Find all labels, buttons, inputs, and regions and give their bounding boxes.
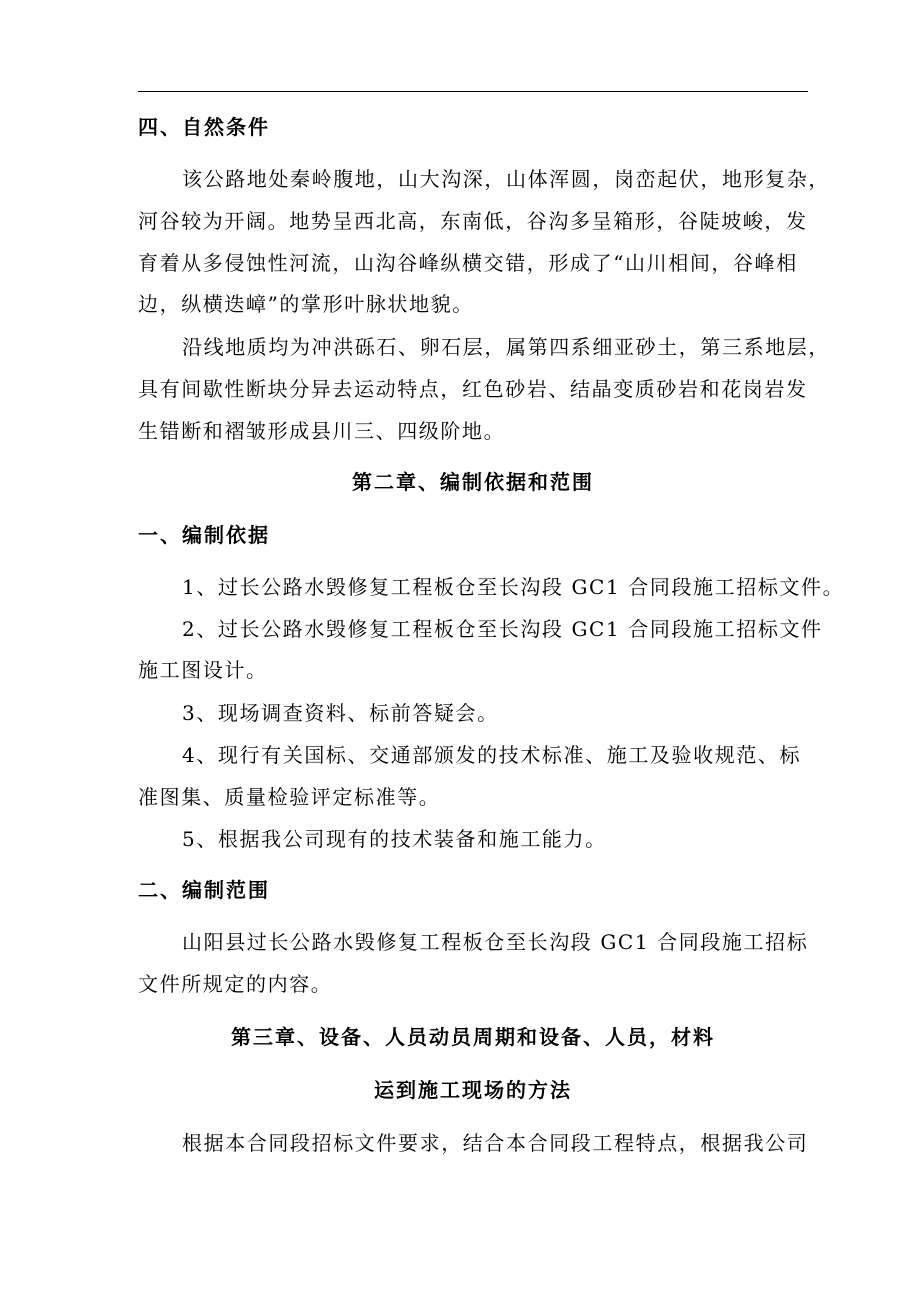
list-item: 5、根据我公司现有的技术装备和施工能力。 (182, 827, 607, 851)
paragraph-line: 具有间歇性断块分异去运动特点，红色砂岩、结晶变质砂岩和花岗岩发 (138, 377, 808, 401)
paragraph-line: 山阳县过长公路水毁修复工程板仓至长沟段 GC1 合同段施工招标 (182, 930, 809, 954)
list-item: 4、现行有关国标、交通部颁发的技术标准、施工及验收规范、标 (182, 743, 802, 767)
paragraph-line: 育着从多侵蚀性河流，山沟谷峰纵横交错，形成了“山川相间，谷峰相 (138, 251, 798, 275)
list-item: 3、现场调查资料、标前答疑会。 (182, 701, 499, 725)
list-item-continuation: 准图集、质量检验评定标准等。 (138, 785, 441, 809)
section-heading-natural-conditions: 四、自然条件 (138, 115, 270, 139)
paragraph-line: 该公路地处秦岭腹地，山大沟深，山体浑圆，岗峦起伏，地形复杂， (182, 167, 830, 191)
paragraph-line: 生错断和褶皱形成县川三、四级阶地。 (138, 419, 506, 443)
chapter-title-3-line1: 第三章、设备、人员动员周期和设备、人员，材料 (231, 1025, 715, 1049)
paragraph-line: 边，纵横迭嶂”的掌形叶脉状地貌。 (138, 292, 474, 316)
header-rule (138, 91, 808, 92)
section-heading-scope: 二、编制范围 (138, 878, 270, 902)
paragraph-line: 河谷较为开阔。地势呈西北高，东南低，谷沟多呈箱形，谷陡坡峻，发 (138, 209, 808, 233)
paragraph-line: 沿线地质均为冲洪砾石、卵石层，属第四系细亚砂土，第三系地层， (182, 335, 830, 359)
list-item-continuation: 施工图设计。 (138, 658, 268, 682)
list-item: 1、过长公路水毁修复工程板仓至长沟段 GC1 合同段施工招标文件。 (182, 575, 845, 599)
paragraph-line: 文件所规定的内容。 (138, 972, 333, 996)
section-heading-basis: 一、编制依据 (138, 523, 270, 547)
list-item: 2、过长公路水毁修复工程板仓至长沟段 GC1 合同段施工招标文件 (182, 617, 823, 641)
chapter-title-2: 第二章、编制依据和范围 (352, 470, 594, 494)
paragraph-line: 根据本合同段招标文件要求，结合本合同段工程特点，根据我公司 (182, 1131, 809, 1155)
chapter-title-3-line2: 运到施工现场的方法 (374, 1078, 572, 1102)
